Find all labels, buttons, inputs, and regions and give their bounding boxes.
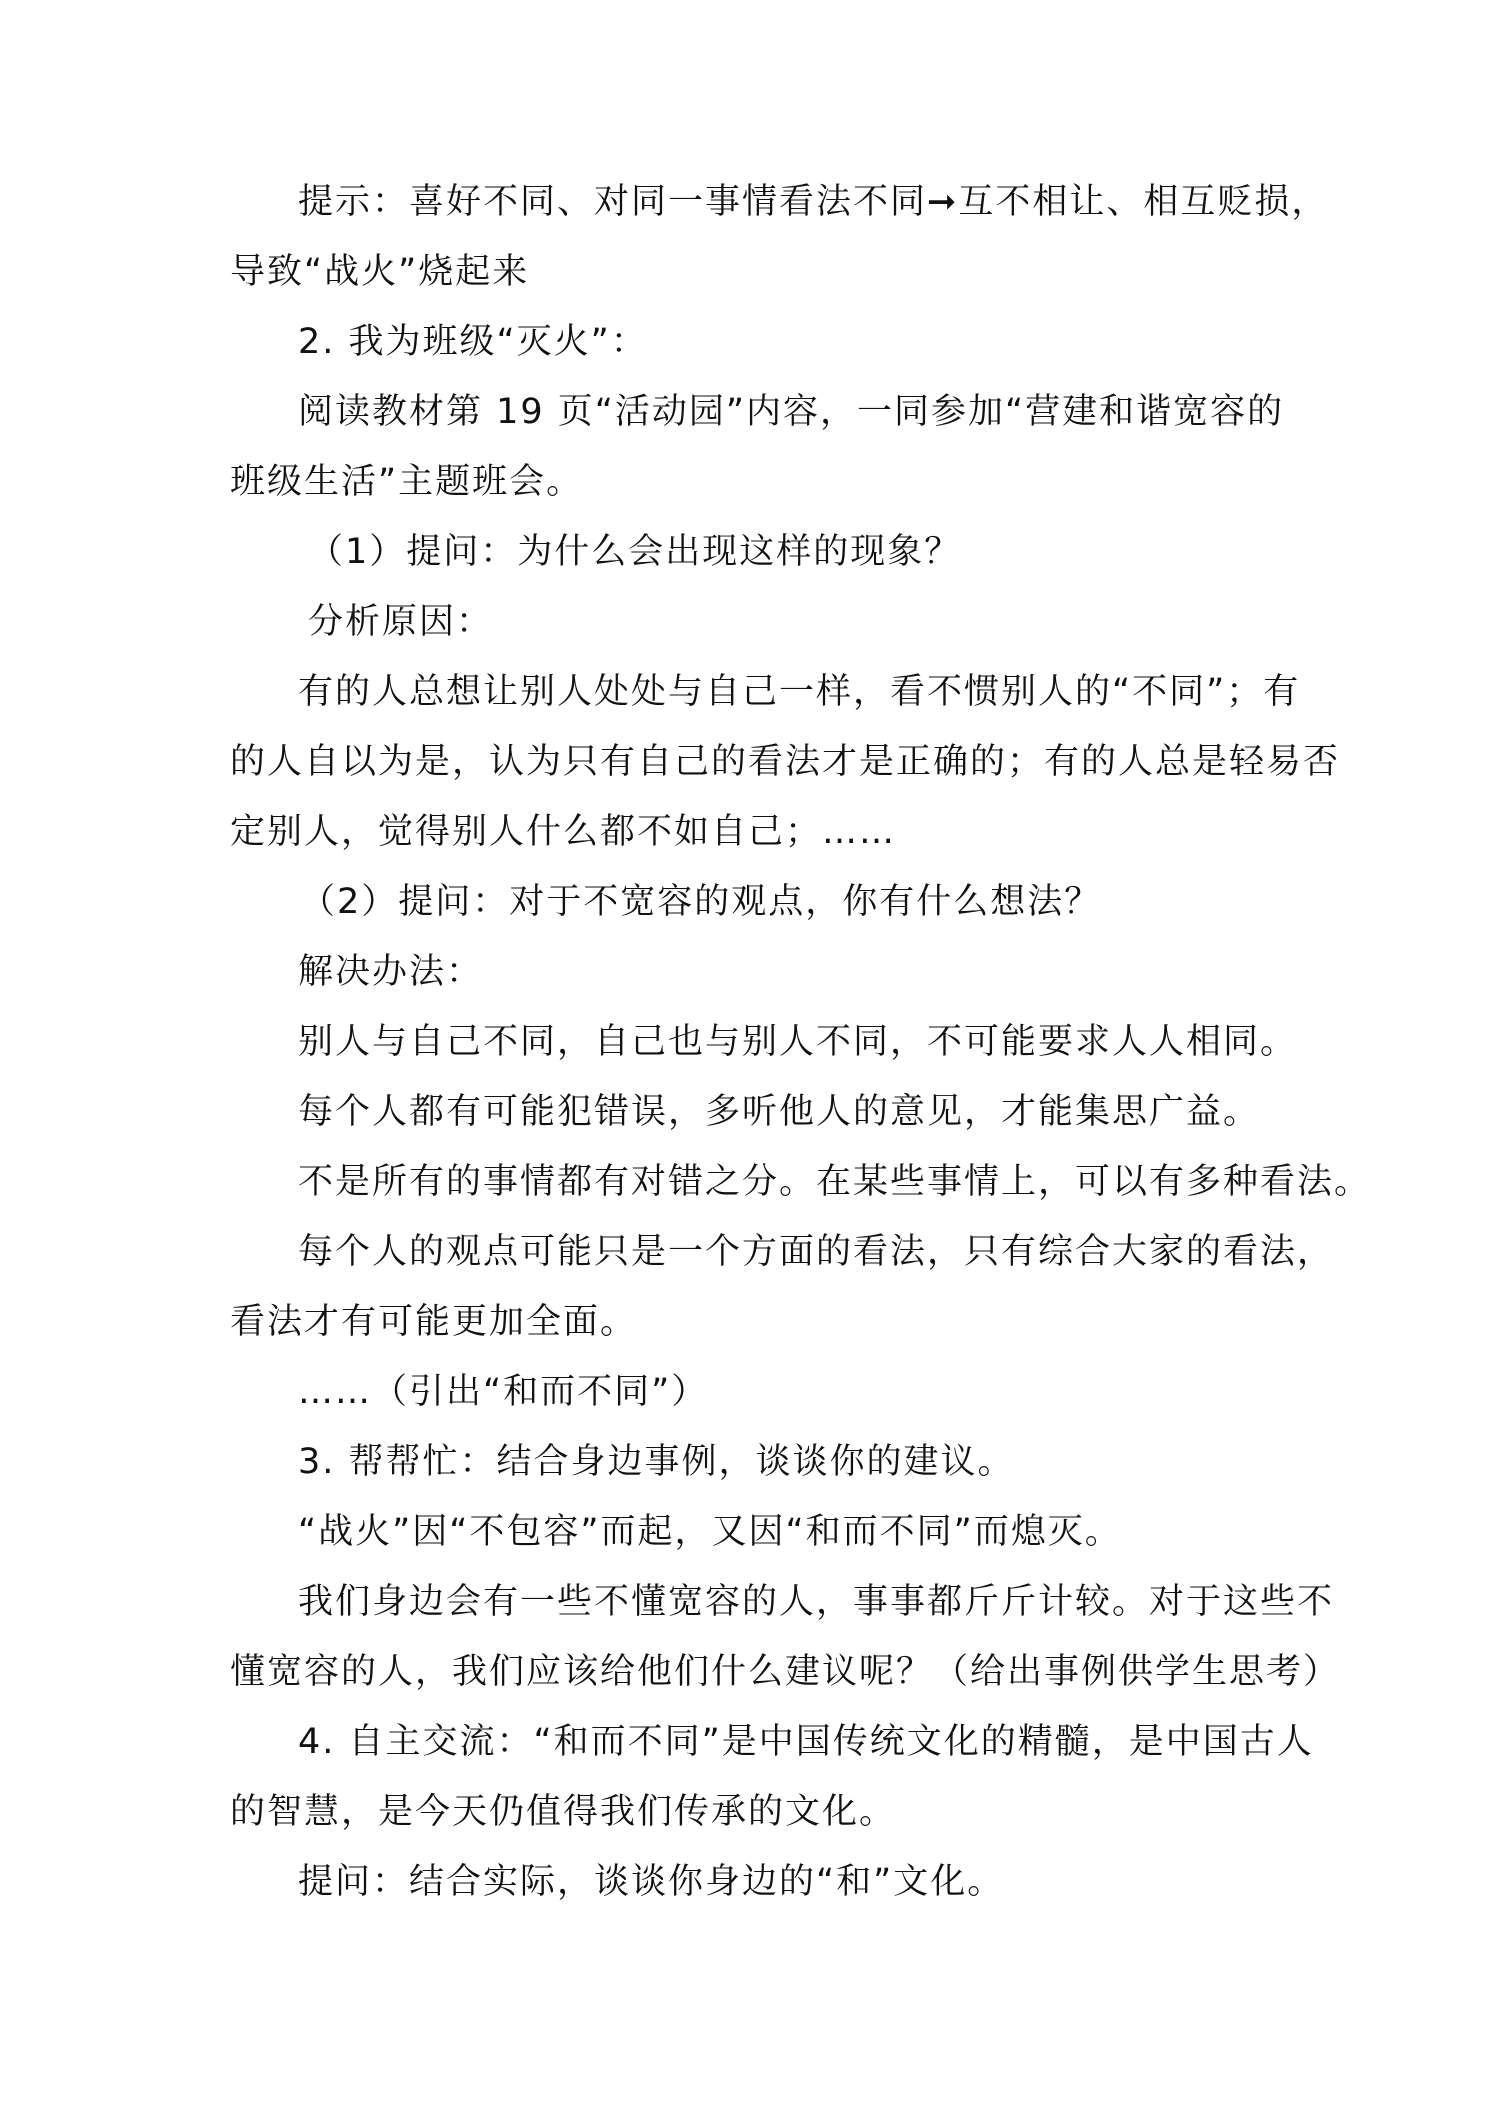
text-line-25: 提问：结合实际，谈谈你身边的“和”文化。	[298, 1862, 1005, 1902]
text-line-16: 每个人的观点可能只是一个方面的看法，只有综合大家的看法，	[298, 1232, 1335, 1272]
text-line-3: 2. 我为班级“灭火”：	[298, 322, 648, 362]
text-line-17: 看法才有可能更加全面。	[230, 1302, 638, 1342]
text-line-4: 阅读教材第 19 页“活动园”内容，一同参加“营建和谐宽容的	[298, 392, 1285, 432]
text-line-5: 班级生活”主题班会。	[230, 462, 584, 502]
text-line-13: 别人与自己不同，自己也与别人不同，不可能要求人人相同。	[298, 1022, 1298, 1062]
text-line-9: 的人自以为是，认为只有自己的看法才是正确的；有的人总是轻易否	[230, 742, 1341, 782]
text-line-12: 解决办法：	[298, 952, 484, 992]
text-line-10: 定别人，觉得别人什么都不如自己；……	[230, 812, 897, 852]
text-line-24: 的智慧，是今天仍值得我们传承的文化。	[230, 1792, 897, 1832]
text-line-14: 每个人都有可能犯错误，多听他人的意见，才能集思广益。	[298, 1092, 1261, 1132]
text-line-20: “战火”因“不包容”而起，又因“和而不同”而熄灭。	[298, 1512, 1122, 1552]
text-line-18: ……（引出“和而不同”）	[298, 1372, 709, 1412]
text-line-1: 提示：喜好不同、对同一事情看法不同➞互不相让、相互贬损，	[298, 182, 1329, 222]
text-line-23: 4. 自主交流：“和而不同”是中国传统文化的精髓，是中国古人	[298, 1722, 1314, 1762]
text-line-6: （1）提问：为什么会出现这样的现象？	[308, 532, 962, 572]
text-line-11: （2）提问：对于不宽容的观点，你有什么想法？	[300, 882, 1102, 922]
text-line-7: 分析原因：	[308, 602, 494, 642]
text-line-2: 导致“战火”烧起来	[230, 252, 530, 292]
text-line-15: 不是所有的事情都有对错之分。在某些事情上，可以有多种看法。	[298, 1162, 1372, 1202]
text-line-8: 有的人总想让别人处处与自己一样，看不惯别人的“不同”；有	[298, 672, 1301, 712]
text-line-22: 懂宽容的人，我们应该给他们什么建议呢？（给出事例供学生思考）	[230, 1652, 1341, 1692]
text-line-21: 我们身边会有一些不懂宽容的人，事事都斤斤计较。对于这些不	[298, 1582, 1335, 1622]
text-line-19: 3. 帮帮忙：结合身边事例，谈谈你的建议。	[298, 1442, 1015, 1482]
